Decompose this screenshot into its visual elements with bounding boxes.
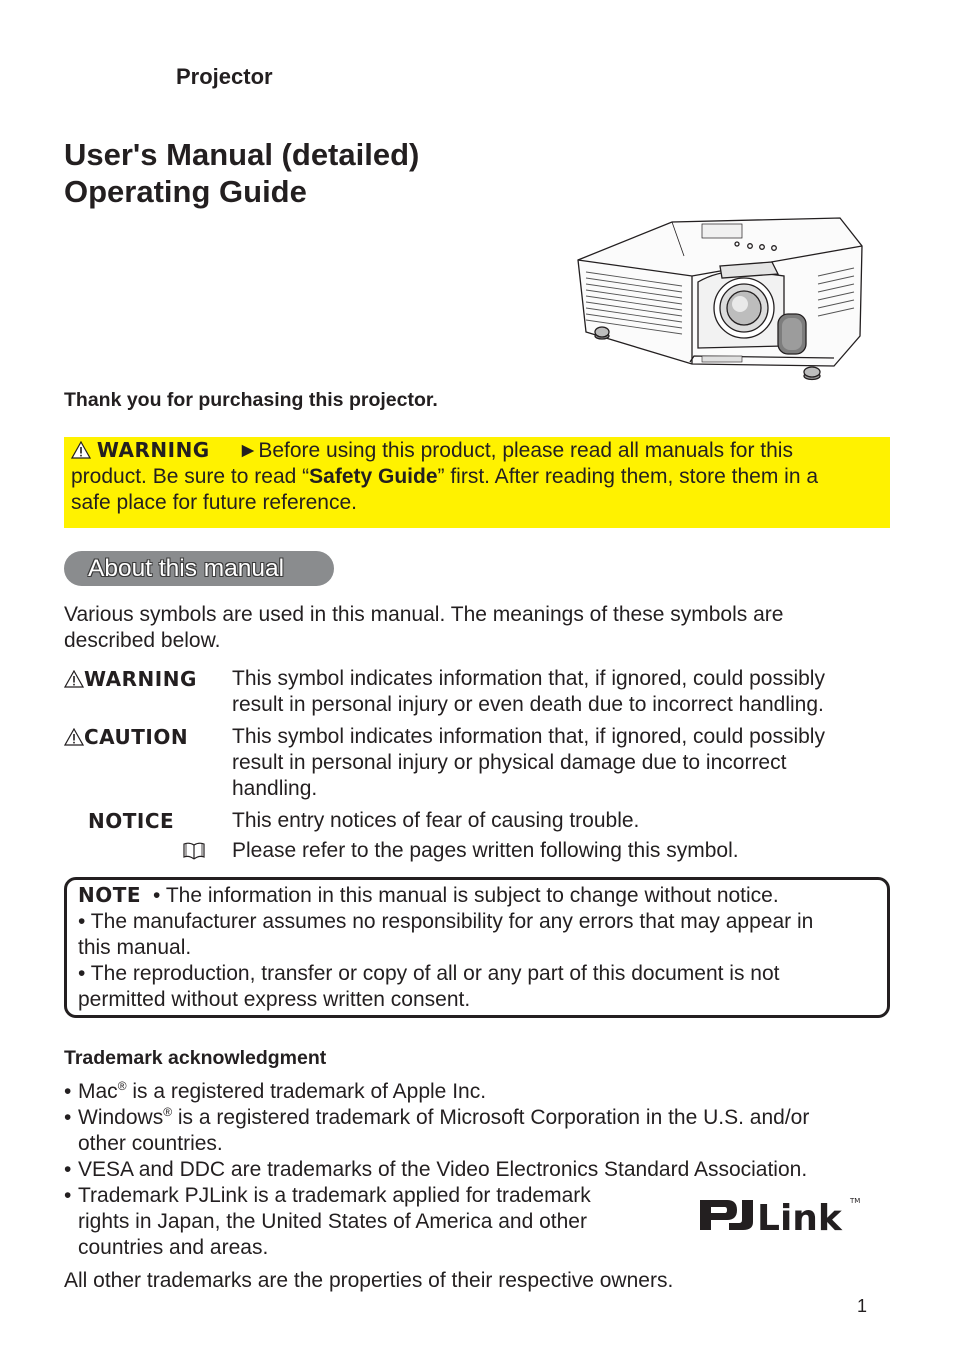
bullet: • bbox=[64, 1158, 72, 1181]
symbol-desc-line: This symbol indicates information that, if ignored, could possibly bbox=[232, 725, 825, 748]
trademark-text: VESA and DDC are trademarks of the Video Electronics Standard Association. bbox=[78, 1158, 808, 1181]
symbol-label-warning bbox=[64, 666, 224, 693]
warning-text-line2-pre: product. Be sure to read “ bbox=[71, 465, 310, 488]
footer-text: All other trademarks are the properties of their respective owners. bbox=[64, 1269, 674, 1292]
note-text: • The manufacturer assumes no responsibility for any errors that may appear in bbox=[78, 910, 814, 933]
product-name: Projector bbox=[176, 64, 273, 89]
symbol-desc-warning bbox=[232, 666, 892, 718]
trademark-item-mac bbox=[64, 1079, 894, 1105]
symbol-desc-notice bbox=[232, 808, 892, 834]
section-heading bbox=[64, 551, 334, 586]
symbol-desc-line: This entry notices of fear of causing trouble. bbox=[232, 809, 640, 832]
section-heading-text: About this manual bbox=[88, 555, 285, 582]
symbol-row-caution bbox=[64, 724, 894, 802]
trademark-item-windows bbox=[64, 1105, 894, 1157]
registered-mark: ® bbox=[117, 1079, 127, 1093]
page-title-line2: Operating Guide bbox=[64, 174, 307, 209]
symbol-row-notice bbox=[64, 808, 894, 834]
intro-line2: described below. bbox=[64, 629, 221, 652]
trademark-text: other countries. bbox=[78, 1132, 223, 1155]
bullet: • bbox=[64, 1080, 72, 1103]
symbol-row-warning bbox=[64, 666, 894, 718]
symbol-desc-caution bbox=[232, 724, 892, 802]
note-text: • The reproduction, transfer or copy of all or any part of this document is not bbox=[78, 962, 780, 985]
warning-keyword: WARNING bbox=[96, 438, 210, 462]
registered-mark: ® bbox=[163, 1105, 173, 1119]
symbol-label-notice bbox=[88, 808, 248, 835]
warning-triangle-icon bbox=[64, 670, 84, 688]
pjlink-logo-wordmark: Link bbox=[757, 1198, 842, 1238]
safety-guide-ref: Safety Guide bbox=[309, 465, 438, 488]
note-keyword: NOTE bbox=[78, 883, 142, 907]
bullet: • bbox=[64, 1184, 72, 1207]
trademark-text: Windows bbox=[78, 1106, 164, 1129]
pjlink-tm-mark: TM bbox=[850, 1197, 861, 1205]
caution-triangle-icon bbox=[64, 728, 84, 746]
trademark-text: rights in Japan, the United States of America and other bbox=[78, 1210, 587, 1233]
thanks-text: Thank you for purchasing this projector. bbox=[64, 389, 438, 411]
symbol-desc-line: result in personal injury or even death due to incorrect handling. bbox=[232, 693, 824, 716]
warning-text-line2-post: ” first. After reading them, store them in a bbox=[437, 465, 819, 488]
pjlink-logo bbox=[697, 1192, 865, 1238]
trademark-text: is a registered trademark of Microsoft Corporation in the U.S. and/or bbox=[172, 1106, 810, 1129]
warning-line1 bbox=[71, 437, 882, 464]
note-text: permitted without express written consent. bbox=[78, 988, 471, 1011]
note-box bbox=[64, 877, 890, 1018]
warning-line2 bbox=[71, 464, 882, 490]
intro-paragraph bbox=[64, 602, 894, 654]
warning-triangle-icon bbox=[71, 441, 91, 459]
symbol-keyword-warning: WARNING bbox=[84, 667, 197, 691]
note-text: this manual. bbox=[78, 936, 192, 959]
trademark-text: countries and areas. bbox=[78, 1236, 269, 1259]
trademark-item-vesa bbox=[64, 1157, 894, 1183]
trademark-heading: Trademark acknowledgment bbox=[64, 1047, 327, 1069]
book-icon bbox=[182, 841, 206, 861]
warning-box bbox=[64, 437, 890, 528]
symbol-row-reference bbox=[64, 838, 894, 864]
page-title-line1: User's Manual (detailed) bbox=[64, 137, 420, 172]
warning-line3: safe place for future reference. bbox=[71, 491, 357, 514]
symbol-keyword-notice: NOTICE bbox=[88, 809, 175, 833]
trademark-text: is a registered trademark of Apple Inc. bbox=[126, 1080, 487, 1103]
symbol-desc-line: result in personal injury or physical damage due to incorrect bbox=[232, 751, 787, 774]
symbol-keyword-caution: CAUTION bbox=[84, 725, 189, 749]
symbol-desc-line: This symbol indicates information that, if ignored, could possibly bbox=[232, 667, 825, 690]
bullet: • bbox=[64, 1106, 72, 1129]
note-line1 bbox=[78, 882, 877, 909]
trademark-text: Trademark PJLink is a trademark applied for trademark bbox=[78, 1184, 591, 1207]
symbol-label-caution bbox=[64, 724, 224, 751]
projector-illustration bbox=[572, 216, 866, 386]
note-text: • The information in this manual is subject to change without notice. bbox=[153, 884, 779, 907]
trademark-text: Mac bbox=[78, 1080, 118, 1103]
intro-line1: Various symbols are used in this manual. The meanings of these symbols are bbox=[64, 603, 784, 626]
page-number: 1 bbox=[857, 1296, 868, 1316]
symbol-desc-line: Please refer to the pages written following this symbol. bbox=[232, 839, 739, 862]
warning-text-line1: ►Before using this product, please read all manuals for this bbox=[237, 439, 793, 462]
symbol-desc-reference bbox=[232, 838, 892, 864]
symbol-desc-line: handling. bbox=[232, 777, 318, 800]
